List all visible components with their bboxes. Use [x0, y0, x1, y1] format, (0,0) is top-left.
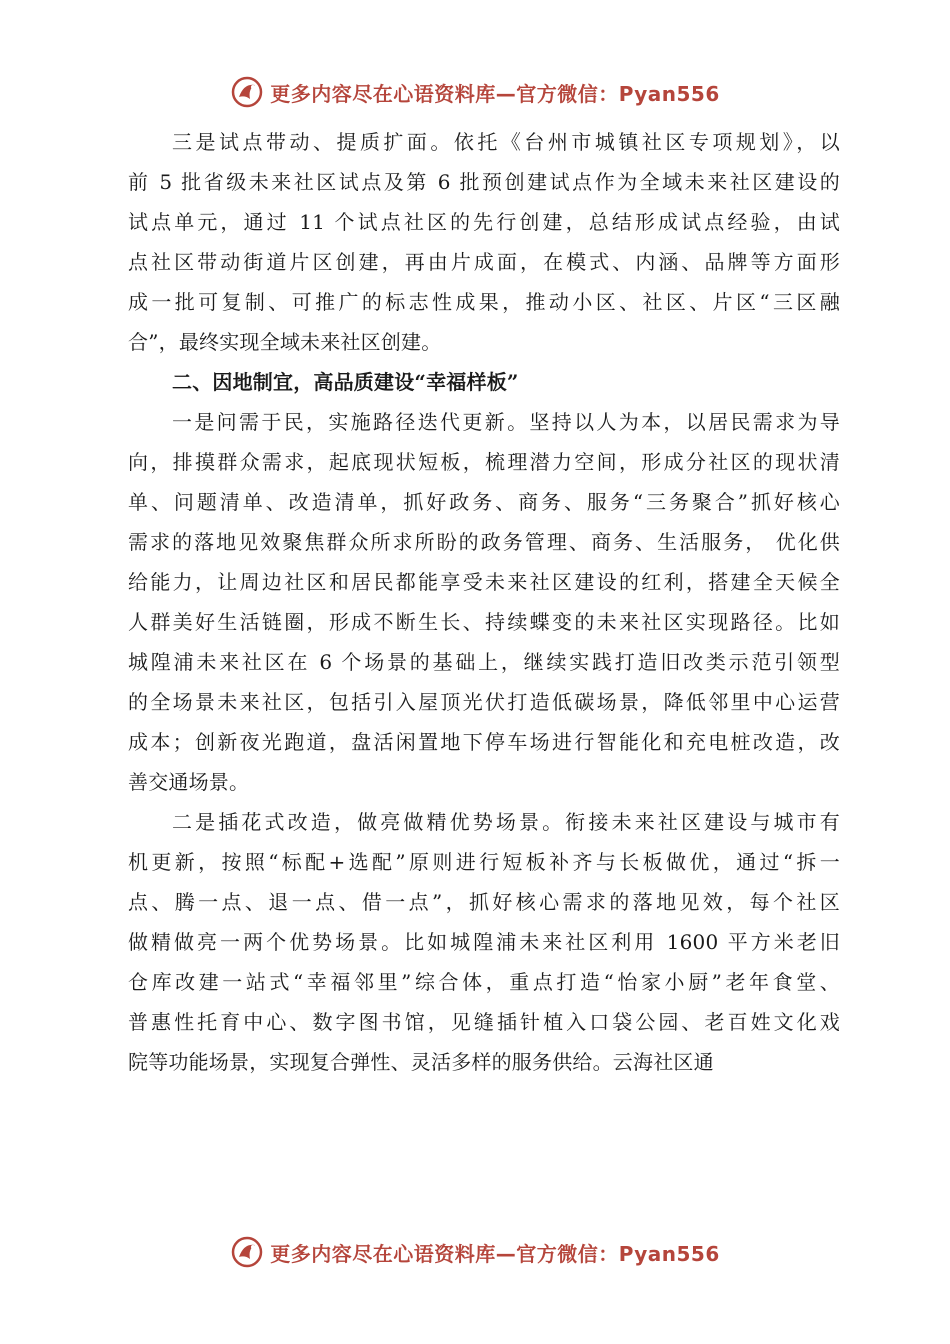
paragraph-line: 的全场景未来社区，包括引入屋顶光伏打造低碳场景，降低邻里中心运营	[128, 690, 840, 714]
paragraph-line: 成本；创新夜光跑道，盘活闲置地下停车场进行智能化和充电桩改造，改	[128, 730, 840, 754]
logo-icon	[230, 75, 264, 109]
paragraph-line: 合”，最终实现全域未来社区创建。	[128, 330, 442, 354]
paragraph-line: 机更新，按照“标配+选配”原则进行短板补齐与长板做优，通过“拆一	[128, 850, 840, 874]
header-banner-text: 更多内容尽在心语资料库—官方微信：Pyan556	[270, 81, 720, 106]
paragraph-line: 院等功能场景，实现复合弹性、灵活多样的服务供给。云海社区通	[128, 1050, 714, 1074]
paragraph-line: 善交通场景。	[128, 770, 250, 794]
paragraph-line: 二是插花式改造，做亮做精优势场景。衔接未来社区建设与城市有	[172, 810, 840, 834]
footer-banner	[0, 1232, 950, 1272]
paragraph-line: 试点单元，通过 11 个试点社区的先行创建，总结形成试点经验，由试	[128, 210, 840, 234]
logo-icon	[230, 1235, 264, 1269]
document-body	[128, 122, 840, 1082]
paragraph-line: 给能力，让周边社区和居民都能享受未来社区建设的红利，搭建全天候全	[128, 570, 840, 594]
paragraph-line: 做精做亮一两个优势场景。比如城隍浦未来社区利用 1600 平方米老旧	[128, 930, 840, 954]
paragraph-line: 仓库改建一站式“幸福邻里”综合体，重点打造“怡家小厨”老年食堂、	[128, 970, 840, 994]
paragraph-line: 前 5 批省级未来社区试点及第 6 批预创建试点作为全域未来社区建设的	[128, 170, 840, 194]
paragraph-line: 单、问题清单、改造清单，抓好政务、商务、服务“三务聚合”抓好核心	[128, 490, 840, 514]
paragraph-line: 一是问需于民，实施路径迭代更新。坚持以人为本，以居民需求为导	[172, 410, 840, 434]
paragraph-line: 城隍浦未来社区在 6 个场景的基础上，继续实践打造旧改类示范引领型	[128, 650, 840, 674]
paragraph-line: 成一批可复制、可推广的标志性成果，推动小区、社区、片区“三区融	[128, 290, 840, 314]
paragraph-line: 点、腾一点、退一点、借一点”，抓好核心需求的落地见效，每个社区	[128, 890, 840, 914]
paragraph-line: 向，排摸群众需求，起底现状短板，梳理潜力空间，形成分社区的现状清	[128, 450, 840, 474]
footer-banner-text: 更多内容尽在心语资料库—官方微信：Pyan556	[270, 1241, 720, 1266]
paragraph-line: 需求的落地见效聚焦群众所求所盼的政务管理、商务、生活服务， 优化供	[128, 530, 840, 554]
paragraph-line: 点社区带动街道片区创建，再由片成面，在模式、内涵、品牌等方面形	[128, 250, 840, 274]
paragraph-line: 人群美好生活链圈，形成不断生长、持续蝶变的未来社区实现路径。比如	[128, 610, 840, 634]
section-heading: 二、因地制宜，高品质建设“幸福样板”	[172, 370, 519, 394]
header-banner	[0, 72, 950, 112]
paragraph-line: 普惠性托育中心、数字图书馆，见缝插针植入口袋公园、老百姓文化戏	[128, 1010, 840, 1034]
paragraph-line: 三是试点带动、提质扩面。依托《台州市城镇社区专项规划》，以	[172, 130, 840, 154]
